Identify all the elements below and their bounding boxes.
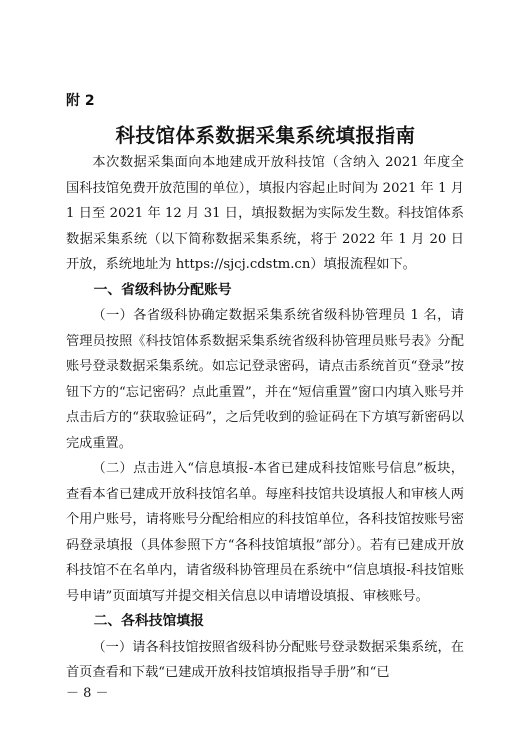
section1-paragraph-2: （二）点击进入“信息填报-本省已建成科技馆账号信息”板块，查看本省已建成开放科技馆名单。每座科技馆共设填报人和审核人两个用户账号，请将账号分配给相应的科技馆单位，各科技馆按账号密码登录填报（具体参照下方“各科技馆填报”部分）。若有已建成开放科技馆不在名单内，请省级科协管理员在系统中“信息填报-科技馆账号申请”页面填写并提交相关信息以申请增设填报、审核账号。	[66, 461, 464, 604]
document-body	[66, 150, 464, 686]
section1-heading: 一、省级科协分配账号	[93, 281, 232, 298]
section1-paragraph-1: （一）各省级科协确定数据采集系统省级科协管理员 1 名，请管理员按照《科技馆体系数据采集系统省级科协管理员账号表》分配账号登录数据采集系统。如忘记登录密码，请点击系统首页“登录”按钮下方的“忘记密码？点此重置”，并在“短信重置”窗口内填入账号并点击后方的“获取验证码”，之后凭收到的验证码在下方填写新密码以完成重置。	[66, 308, 464, 451]
intro-paragraph: 本次数据采集面向本地建成开放科技馆（含纳入 2021 年度全国科技馆免费开放范围的单位），填报内容起止时间为 2021 年 1 月 1 日至 2021 年 12 月 31 日，填报数据为实际发生数。科技馆体系数据采集系统（以下简称数据采集系统，将于 2022 年 1 月 20 日开放，系统地址为 https://sjcj.cdstm.cn）填报流程如下。	[66, 155, 464, 272]
appendix-label: 附 2	[66, 93, 95, 109]
page-number: － 8 －	[66, 686, 109, 701]
section2-heading: 二、各科技馆填报	[93, 613, 204, 629]
document-title: 科技馆体系数据采集系统填报指南	[115, 124, 416, 147]
section2-paragraph-1: （一）请各科技馆按照省级科协分配账号登录数据采集系统，在首页查看和下载“已建成开放科技馆填报指导手册”和“已	[66, 639, 464, 680]
